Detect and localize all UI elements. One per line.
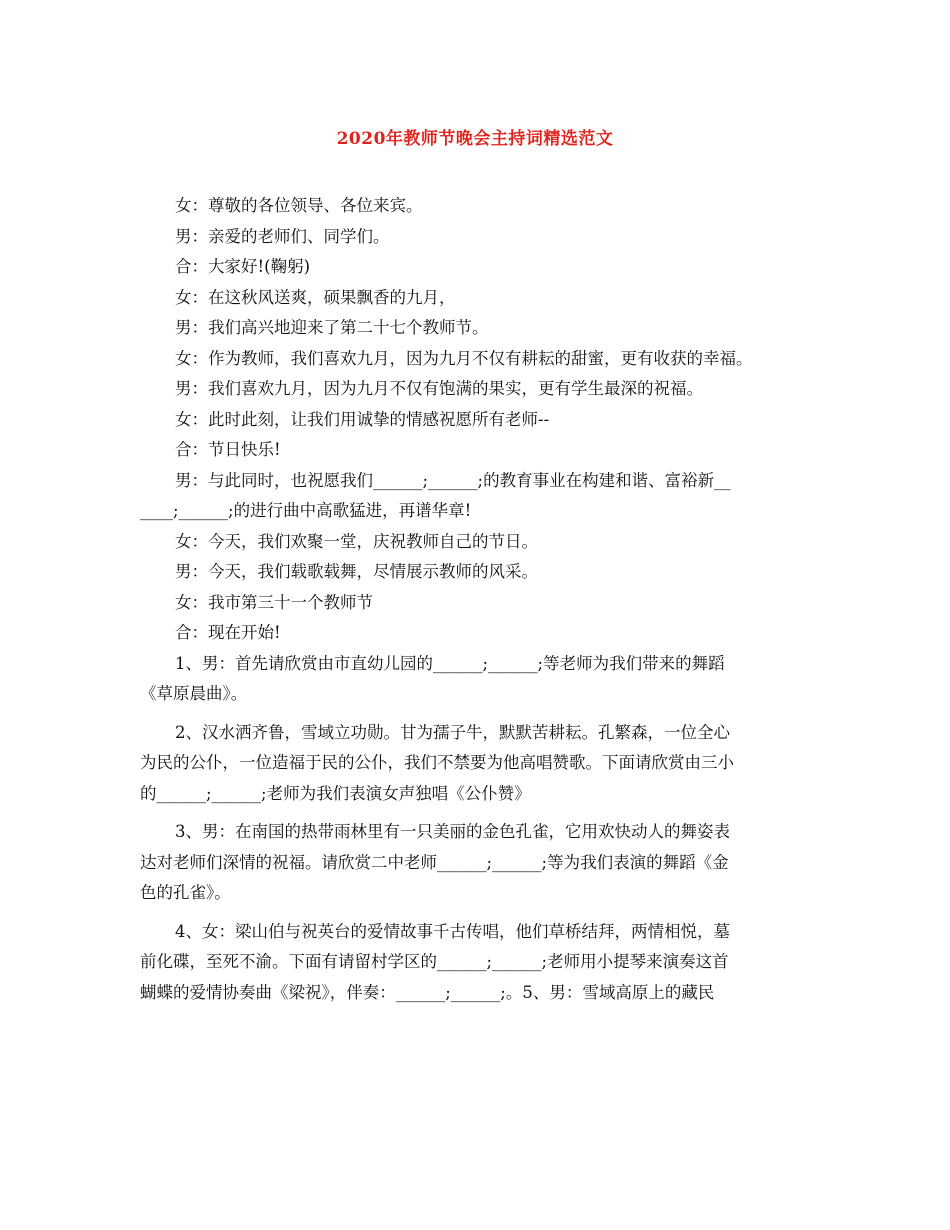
- paragraph-line: 男：我们喜欢九月，因为九月不仅有饱满的果实，更有学生最深的祝福。: [175, 379, 703, 398]
- paragraph-line: 《草原晨曲》。: [140, 684, 248, 703]
- paragraph-line: 3、男：在南国的热带雨林里有一只美丽的金色孔雀，它用欢快动人的舞姿表: [175, 822, 730, 841]
- paragraph-line: 男：与此同时，也祝愿我们______;______;的教育事业在构建和谐、富裕新__: [175, 470, 731, 490]
- paragraph-line: 女：我市第三十一个教师节: [175, 592, 373, 612]
- document-body: [140, 191, 818, 1008]
- paragraph-line: 男：我们高兴地迎来了第二十七个教师节。: [175, 318, 489, 337]
- paragraph-line: 色的孔雀》。: [140, 883, 231, 902]
- paragraph-line: 男：今天，我们载歌载舞，尽情展示教师的风采。: [175, 562, 538, 581]
- paragraph-line: 合：节日快乐!: [175, 440, 281, 459]
- paragraph-line: 女：作为教师，我们喜欢九月，因为九月不仅有耕耘的甜蜜，更有收获的幸福。: [175, 348, 753, 368]
- paragraph-line: 4、女：梁山伯与祝英台的爱情故事千古传唱，他们草桥结拜，两情相悦，墓: [175, 921, 730, 941]
- paragraph-line: 蝴蝶的爱情协奏曲《梁祝》，伴奏：______;______;。5、男：雪域高原上的藏民: [140, 982, 715, 1002]
- paragraph-line: 女：今天，我们欢聚一堂，庆祝教师自己的节日。: [175, 531, 538, 551]
- paragraph-line: 男：亲爱的老师们、同学们。: [175, 226, 390, 246]
- paragraph-line: 达对老师们深情的祝福。请欣赏二中老师______;______;等为我们表演的舞蹈《金: [140, 852, 729, 872]
- paragraph-line: 1、男：首先请欣赏由市直幼儿园的______;______;等老师为我们带来的舞蹈: [175, 653, 725, 673]
- paragraph-line: 女：在这秋风送爽，硕果飘香的九月，: [175, 287, 456, 307]
- paragraph-line: 2、汉水洒齐鲁，雪域立功勋。甘为孺子牛，默默苦耕耘。孔繁森，一位全心: [175, 722, 730, 742]
- paragraph-line: 合：现在开始!: [175, 623, 281, 642]
- paragraph-line: 的______;______;老师为我们表演女声独唱《公仆赞》: [140, 783, 531, 803]
- paragraph-line: ____;______;的进行曲中高歌猛进，再谱华章!: [140, 501, 472, 520]
- paragraph-line: 为民的公仆，一位造福于民的公仆，我们不禁要为他高唱赞歌。下面请欣赏由三小: [140, 753, 734, 772]
- paragraph-line: 女：尊敬的各位领导、各位来宾。: [175, 196, 423, 215]
- paragraph-line: 前化碟，至死不渝。下面有请留村学区的______;______;老师用小提琴来演奏这首: [140, 952, 729, 971]
- page-title: 2020年教师节晚会主持词精选范文: [336, 129, 614, 149]
- paragraph-line: 合：大家好!(鞠躬): [175, 257, 311, 276]
- paragraph-line: 女：此时此刻，让我们用诚挚的情感祝愿所有老师--: [175, 409, 550, 429]
